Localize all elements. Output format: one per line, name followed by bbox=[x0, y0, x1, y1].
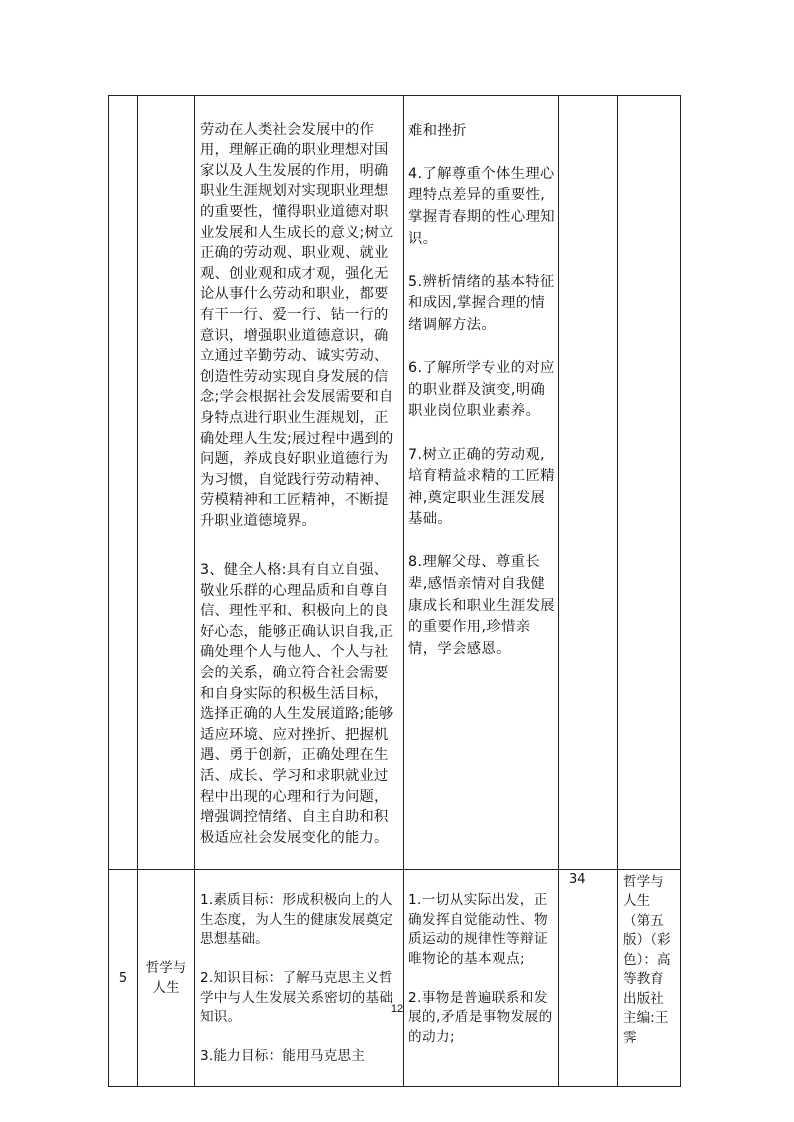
content-cell bbox=[404, 96, 559, 870]
curriculum-table bbox=[108, 95, 681, 1087]
table-row bbox=[109, 96, 681, 870]
goals-cell bbox=[195, 96, 404, 870]
goals-paragraph: 3、健全人格:具有自立自强、敬业乐群的心理品质和自尊自信、理性平和、积极向上的良好心态，能够正确认识自我,正确处理个人与他人、个人与社会的关系，确立符合社会需要和自身实际的积极生活目标，选择正确的人生发展道路;能够适应环境、应对挫折、把握机遇、勇于创新，正确处理在生活、成长、学习和求职就业过程中出现的心理和行为问题，增强调控情绪、自主自助和积极适应社会发展变化的能力。 bbox=[200, 562, 394, 846]
course-cell bbox=[138, 96, 195, 870]
content-item: 1.一切从实际出发，正确发挥自觉能动性、物质运动的规律性等辩证唯物论的基本观点; bbox=[408, 892, 548, 967]
content-item: 难和挫折 bbox=[408, 122, 467, 139]
content-item: 4.了解尊重个体生理心理特点差异的重要性,掌握青春期的性心理知识。 bbox=[408, 165, 555, 247]
content-item: 5.辨析情绪的基本特征和成因,掌握合理的情绪调解方法。 bbox=[408, 273, 555, 333]
content-item: 6.了解所学专业的对应的职业群及演变,明确职业岗位职业素养。 bbox=[408, 360, 555, 420]
content-item: 2.事物是普遍联系和发展的,矛盾是事物发展的的动力; bbox=[408, 989, 553, 1045]
textbook-cell bbox=[618, 96, 681, 870]
textbook-info: 哲学与人生（第五版）（彩色）：高等教育出版社 主编:王霁 bbox=[618, 869, 681, 1087]
goals-paragraph: 2.知识目标：了解马克思主义哲学中与人生发展关系密切的基础知识。 bbox=[200, 970, 394, 1026]
goals-cell bbox=[195, 869, 404, 1087]
content-item: 8.理解父母、尊重长辈,感悟亲情对自我健康成长和职业生涯发展的重要作用,珍惜亲情，学会感恩。 bbox=[408, 554, 555, 657]
goals-paragraph: 1.素质目标：形成积极向上的人生态度，为人生的健康发展奠定思想基础。 bbox=[200, 892, 394, 948]
row-number: 5 bbox=[109, 869, 138, 1087]
content-cell bbox=[404, 869, 559, 1087]
hours-cell bbox=[559, 96, 618, 870]
content-item: 7.树立正确的劳动观,培育精益求精的工匠精神,奠定职业生涯发展基础。 bbox=[408, 446, 555, 528]
page-number: 12 bbox=[390, 1003, 404, 1015]
course-name: 哲学与人生 bbox=[138, 869, 195, 1087]
table-row bbox=[109, 869, 681, 1087]
goals-paragraph: 3.能力目标：能用马克思主 bbox=[200, 1048, 366, 1065]
class-hours: 34 bbox=[559, 869, 618, 1087]
goals-paragraph: 劳动在人类社会发展中的作用，理解正确的职业理想对国家以及人生发展的作用，明确职业生涯规划对实现职业理想的重要性，懂得职业道德对职业发展和人生成长的意义;树立正确的劳动观、职业观、就业观、创业观和成才观，强化无论从事什么劳动和职业，都要有干一行、爱一行、钻一行的意识，增强职业道德意识，确立通过辛勤劳动、诚实劳动、创造性劳动实现自身发展的信念;学会根据社会发展需要和自身特点进行职业生涯规划，正确处理人生发;展过程中遇到的问题，养成良好职业道德行为为习惯，自觉践行劳动精神、劳模精神和工匠精神，不断提升职业道德境界。 bbox=[200, 121, 394, 529]
num-cell bbox=[109, 96, 138, 870]
